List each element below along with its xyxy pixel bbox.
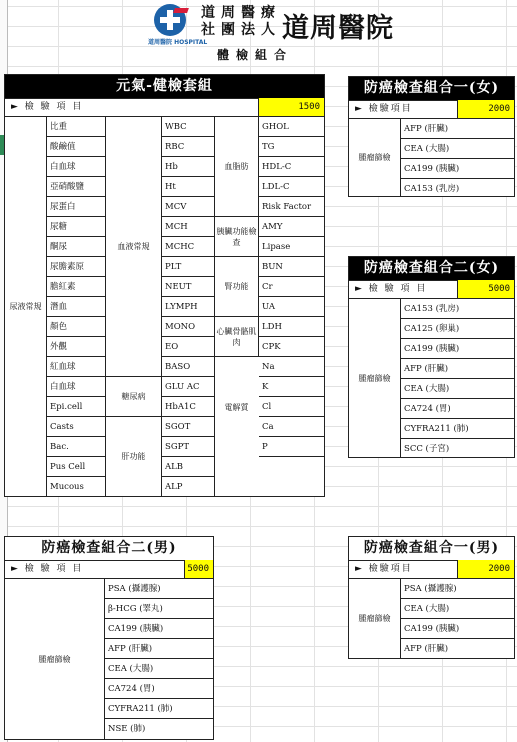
list-item: 潛血 [47,297,105,317]
male-combo-2-group-label: 腫瘤篩檢 [38,654,71,664]
list-item: GHOL [259,117,324,137]
hospital-name: 道周醫院 [282,13,394,44]
female-combo-2-price: 5000 [457,280,514,298]
list-item: WBC [162,117,214,137]
pancreas-group-label: 胰臟功能檢查 [215,217,258,257]
chemistry-items-column [259,117,324,457]
heart-muscle-group-label: 心臟骨骼肌肉 [215,317,258,357]
list-item: 尿膽素原 [47,257,105,277]
list-item: Na [259,357,324,377]
list-item: CA199 (胰臟) [401,339,514,359]
list-item: UA [259,297,324,317]
list-item: NSE (肺) [108,724,146,734]
urine-group-label: 尿液常規 [9,302,42,311]
price-row-label: ► 檢驗項目 [355,564,413,574]
female-combo-1-items [401,119,514,199]
list-item: Cr [259,277,324,297]
list-item: Hb [162,157,214,177]
female-combo-2-title: 防癌檢查組合二(女) [349,257,514,281]
male-combo-1-items [401,579,514,659]
list-item: PSA (攝護腺) [401,579,514,599]
list-item: 白血球 [47,157,105,177]
female-combo-2-group-label: 腫瘤篩檢 [358,373,391,383]
list-item: CEA (大腸) [401,139,514,159]
list-item: CEA (大腸) [401,599,514,619]
male-combo-2-table [4,536,214,740]
list-item: 亞硝酸鹽 [47,177,105,197]
list-item: SGPT [162,437,214,457]
list-item: 顏色 [47,317,105,337]
electrolyte-group-label: 電解質 [224,402,249,412]
list-item: MCH [162,217,214,237]
male-combo-1-price: 2000 [457,560,514,578]
list-item: 膽紅素 [47,277,105,297]
page-title: 體檢組合 [217,48,294,62]
list-item: 尿糖 [47,217,105,237]
org-line-1: 道周醫療 [201,5,281,21]
list-item: LYMPH [162,297,214,317]
list-item: Mucous [50,482,84,492]
list-item: 白血球 [47,377,105,397]
logo-caption: 道周醫院 HOSPITAL [148,39,208,46]
male-combo-2-price: 5000 [184,560,213,578]
list-item: CA153 (乳房) [404,184,460,194]
list-item: Cl [259,397,324,417]
list-item: Pus Cell [47,457,105,477]
list-item: P [259,437,324,457]
list-item: CYFRA211 (肺) [105,699,213,719]
list-item: GLU AC [162,377,214,397]
list-item: β-HCG (睪丸) [105,599,213,619]
list-item: AMY [259,217,324,237]
female-combo-2-items [401,299,514,459]
female-combo-2-price-row [349,280,514,299]
list-item: AFP (肝臟) [404,644,449,654]
liver-group-label: 肝功能 [121,452,146,461]
price-row-label: ► 檢 驗 項 目 [11,102,84,112]
list-item: CPK [259,337,324,357]
list-item: ALB [162,457,214,477]
list-item: Ht [162,177,214,197]
list-item: AFP (肝臟) [105,639,213,659]
list-item: CA199 (胰臟) [105,619,213,639]
male-combo-1-group-label: 腫瘤篩檢 [358,614,391,623]
list-item: BASO [162,357,214,377]
logo-red-accent [173,8,189,13]
list-item: CA153 (乳房) [401,299,514,319]
female-combo-1-title: 防癌檢查組合一(女) [349,77,514,101]
female-combo-1-price-row [349,100,514,119]
list-item: 紅血球 [47,357,105,377]
list-item: CEA (大腸) [105,659,213,679]
list-item: PSA (攝護腺) [105,579,213,599]
org-line-2: 社團法人 [201,22,281,38]
list-item: MONO [162,317,214,337]
blood-group-label: 血液常規 [106,117,161,377]
list-item: 尿蛋白 [47,197,105,217]
list-item: HDL-C [259,157,324,177]
list-item: Ca [259,417,324,437]
list-item: SGOT [162,417,214,437]
female-combo-1-price: 2000 [457,100,514,118]
kidney-group-label: 腎功能 [215,257,258,317]
female-combo-2-table [348,256,515,458]
list-item: Epi.cell [47,397,105,417]
female-combo-1-table [348,76,515,197]
organization-label [201,5,281,39]
lipid-group-label: 血脂肪 [215,117,258,217]
diabetes-group-label: 糖尿病 [106,377,161,417]
list-item: CA125 (卵巢) [401,319,514,339]
main-package-price-row [5,98,324,117]
male-combo-1-table [348,536,515,659]
male-combo-2-title: 防癌檢查組合二(男) [5,537,213,561]
list-item: MCHC [162,237,214,257]
list-item: MCV [162,197,214,217]
list-item: CA199 (胰臟) [401,159,514,179]
list-item: TG [259,137,324,157]
list-item: Bac. [47,437,105,457]
urine-items-column [47,117,105,497]
price-row-label: ► 檢 驗 項 目 [11,564,84,574]
list-item: CA724 (胃) [401,399,514,419]
list-item: Lipase [259,237,324,257]
list-item: CA199 (胰臟) [401,619,514,639]
list-item: RBC [162,137,214,157]
blood-diabetes-liver-items-column [162,117,214,497]
list-item: CA724 (胃) [105,679,213,699]
male-combo-2-price-row [5,560,213,579]
list-item: CEA (大腸) [401,379,514,399]
list-item: 酸鹼值 [47,137,105,157]
list-item: K [259,377,324,397]
female-combo-1-group-label: 腫瘤篩檢 [358,153,391,162]
list-item: SCC (子宮) [404,444,450,454]
list-item: PLT [162,257,214,277]
list-item: CYFRA211 (肺) [401,419,514,439]
price-row-label: ► 檢驗項目 [355,104,413,114]
list-item: EO [162,337,214,357]
list-item: AFP (肝臟) [401,119,514,139]
list-item: Casts [47,417,105,437]
list-item: Risk Factor [259,197,324,217]
list-item: ALP [165,482,183,492]
list-item: 比重 [47,117,105,137]
price-row-label: ► 檢 驗 項 目 [355,284,428,294]
list-item: LDL-C [259,177,324,197]
list-item: 外觀 [47,337,105,357]
main-package-body [5,117,324,496]
main-package-table [4,74,325,497]
list-item: HbA1C [162,397,214,417]
male-combo-2-items [105,579,213,739]
list-item: AFP (肝臟) [401,359,514,379]
hospital-logo [148,4,208,46]
list-item: NEUT [162,277,214,297]
male-combo-1-title: 防癌檢查組合一(男) [349,537,514,561]
main-package-title: 元氣-健檢套組 [5,75,324,99]
main-package-price: 1500 [258,98,324,116]
male-combo-1-price-row [349,560,514,579]
list-item: 酮尿 [47,237,105,257]
list-item: BUN [259,257,324,277]
list-item: LDH [259,317,324,337]
